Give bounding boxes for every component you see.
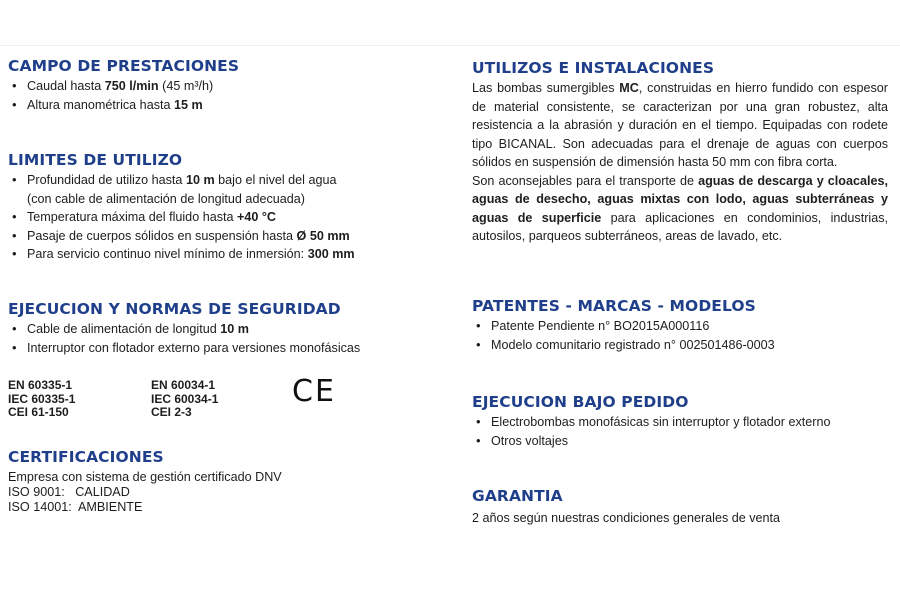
section-ejecucion-normas: [8, 299, 448, 439]
list-item: • Caudal hasta 750 l/min (45 m³/h): [8, 77, 448, 96]
norms-block: [8, 374, 448, 439]
section-patentes: [472, 296, 888, 354]
section-title: CAMPO DE PRESTACIONES: [8, 57, 240, 75]
section-title: LIMITES DE UTILIZO: [8, 151, 183, 169]
section-limites-utilizo: [8, 150, 448, 264]
bullet-list: [8, 171, 448, 264]
section-title: GARANTIA: [472, 487, 563, 505]
list-item: • Altura manométrica hasta 15 m: [8, 96, 448, 115]
section-title: EJECUCION BAJO PEDIDO: [472, 393, 689, 411]
section-ejecucion-bajo-pedido: [472, 392, 888, 450]
garantia-text: 2 años según nuestras condiciones generales de venta: [472, 511, 781, 525]
section-garantia: [472, 486, 888, 528]
list-item: • Electrobombas monofásicas sin interruptor y flotador externo: [472, 413, 888, 432]
section-title: CERTIFICACIONES: [8, 448, 164, 466]
list-item: • Cable de alimentación de longitud 10 m: [8, 320, 448, 339]
norm-code: CEI 2-3: [151, 405, 192, 419]
norm-code: IEC 60335-1: [8, 391, 76, 406]
section-title: UTILIZOS E INSTALACIONES: [472, 59, 715, 77]
text-line: ISO 14001: AMBIENTE: [8, 500, 143, 514]
top-divider: [0, 45, 900, 46]
bullet-list: [8, 320, 448, 357]
list-item-continuation: (con cable de alimentación de longitud adecuada): [27, 191, 305, 206]
list-item: • Temperatura máxima del fluido hasta +40 °C: [8, 208, 448, 227]
paragraph-applications: Son aconsejables para el transporte de aguas de descarga y cloacales, aguas de desecho, aguas mixtas con lodo, aguas subterráneas y aguas de superficie para aplicaciones en condominios, industrias, autosilos, parqueos subterráneos, areas de lavado, etc.: [472, 173, 888, 243]
list-item: • Profundidad de utilizo hasta 10 m bajo el nivel del agua: [8, 171, 448, 190]
norm-code: EN 60034-1: [151, 378, 216, 392]
section-utilizos-instalaciones: [472, 58, 888, 246]
norms-column-1: [8, 379, 75, 420]
ce-mark-logo: CE: [292, 374, 336, 409]
list-item: • Pasaje de cuerpos sólidos en suspensión hasta Ø 50 mm: [8, 227, 448, 246]
section-title: EJECUCION Y NORMAS DE SEGURIDAD: [8, 300, 341, 318]
paragraph-description: Las bombas sumergibles MC, construidas en hierro fundido con espesor de material consistente, se caracterizan por una gran robustez, alta resistencia a la abrasión y duración en el tiempo. Equipadas con rodete tipo BICANAL. Son adecuadas para el drenaje de aguas con cuerpos sólidos en suspensión de dimensión hasta 50 mm con fibra corta.: [472, 81, 888, 169]
bullet-list: [472, 317, 888, 354]
norms-column-2: [151, 379, 218, 420]
certificaciones-text: [8, 470, 448, 515]
section-title: PATENTES - MARCAS - MODELOS: [472, 297, 756, 315]
list-item: • Para servicio continuo nivel mínimo de inmersión: 300 mm: [8, 245, 448, 264]
list-item: • Patente Pendiente n° BO2015A000116: [472, 317, 888, 336]
section-certificaciones: [8, 447, 448, 515]
norm-code: IEC 60034-1: [151, 391, 219, 406]
list-item: • Interruptor con flotador externo para versiones monofásicas: [8, 339, 448, 358]
text-line: ISO 9001: CALIDAD: [8, 485, 130, 499]
norm-code: CEI 61-150: [8, 405, 69, 419]
bullet-list: [8, 77, 448, 114]
section-campo-prestaciones: [8, 56, 448, 114]
list-item: • Modelo comunitario registrado n° 002501486-0003: [472, 336, 888, 355]
list-item: • Otros voltajes: [472, 432, 888, 451]
bullet-list: [472, 413, 888, 450]
text-line: Empresa con sistema de gestión certificado DNV: [8, 470, 282, 484]
norm-code: EN 60335-1: [8, 378, 73, 392]
